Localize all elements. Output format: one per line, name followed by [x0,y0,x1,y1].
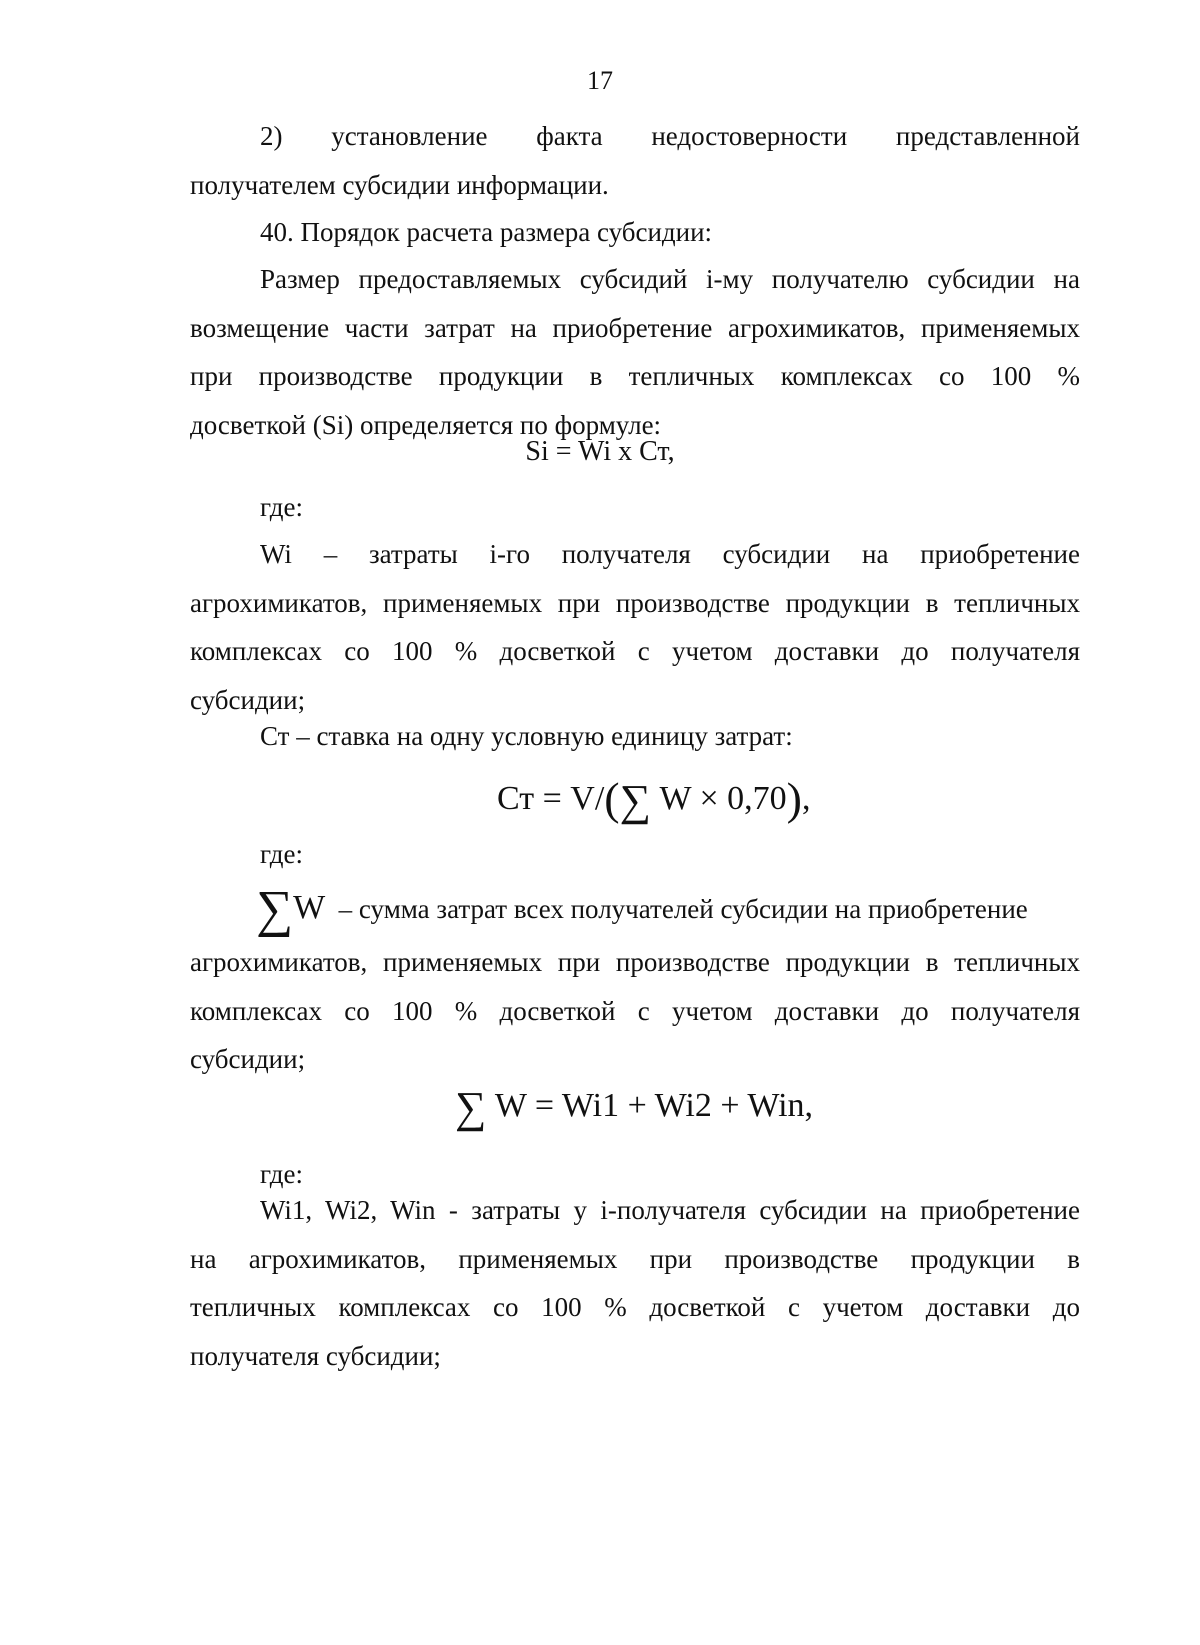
paragraph-line: на агрохимикатов, применяемых при производстве продукции в [190,1243,1080,1274]
where-label: где: [260,1159,303,1189]
paragraph-wi123-definition [190,1186,1080,1380]
paragraph-line: досветкой (Si) определяется по формуле: [190,409,662,440]
paragraph-line: комплексах со 100 % досветкой с учетом доставки до получателя [190,995,1080,1026]
sigma-symbol: ∑ [455,1083,487,1132]
where-label: где: [260,492,303,522]
w-symbol: W [293,889,326,926]
paragraph-line [190,881,1080,938]
sigma-symbol: ∑ [256,881,294,938]
formula-si: Si = Wi x Ст, [525,436,675,467]
paragraph-line: тепличных комплексах со 100 % досветкой с учетом доставки до [190,1292,1080,1322]
formula-ct-right: W × 0,70 [659,780,787,817]
formula-ct [497,772,810,826]
paragraph-item-40: 40. Порядок расчета размера субсидии: [260,217,713,247]
paragraph-line: 2) установление факта недостоверности представленной [260,121,1080,151]
paragraph-line: Wi1, Wi2, Win - затраты у i-получателя субсидии на приобретение [260,1195,1080,1225]
formula-ct-left: Ст = V/ [497,780,605,817]
sigma-symbol: ∑ [619,776,651,825]
paragraph-item-2 [190,112,1080,209]
paragraph-line: комплексах со 100 % досветкой с учетом доставки до получателя [190,636,1080,666]
paragraph-line-text: – сумма затрат всех получателей субсидии на приобретение [338,894,1028,924]
paragraph-sum-w-definition [190,881,1080,938]
paragraph-line: субсидии; [190,1044,306,1074]
formula-ct-comma: , [801,780,811,817]
paragraph-line: возмещение части затрат на приобретение агрохимикатов, применяемых [190,312,1080,343]
paragraph-line: Wi – затраты i-го получателя субсидии на приобретение [260,539,1080,569]
paragraph-line: получателя субсидии; [190,1340,441,1371]
paragraph-line: Размер предоставляемых субсидий i-му получателю субсидии на [260,264,1080,294]
formula-ct-paren-open: ( [604,773,620,824]
where-label: где: [260,839,303,869]
formula-sum-w [455,1082,813,1133]
paragraph-subsidy-size [190,255,1080,449]
formula-sum-rest: W = Wi1 + Wi2 + Win, [494,1087,814,1124]
paragraph-sum-w-continued [190,938,1080,1084]
paragraph-line: агрохимикатов, применяемых при производстве продукции в тепличных [190,587,1080,618]
paragraph-ct-definition: Ст – ставка на одну условную единицу затрат: [260,721,793,751]
paragraph-line: субсидии; [190,684,306,715]
paragraph-wi-definition [190,530,1080,724]
paragraph-line: получателем субсидии информации. [190,169,609,200]
page-number: 17 [587,66,613,95]
paragraph-line: агрохимикатов, применяемых при производстве продукции в тепличных [190,947,1080,977]
formula-ct-paren-close: ) [786,773,802,824]
paragraph-line: при производстве продукции в тепличных комплексах со 100 % [190,361,1080,391]
